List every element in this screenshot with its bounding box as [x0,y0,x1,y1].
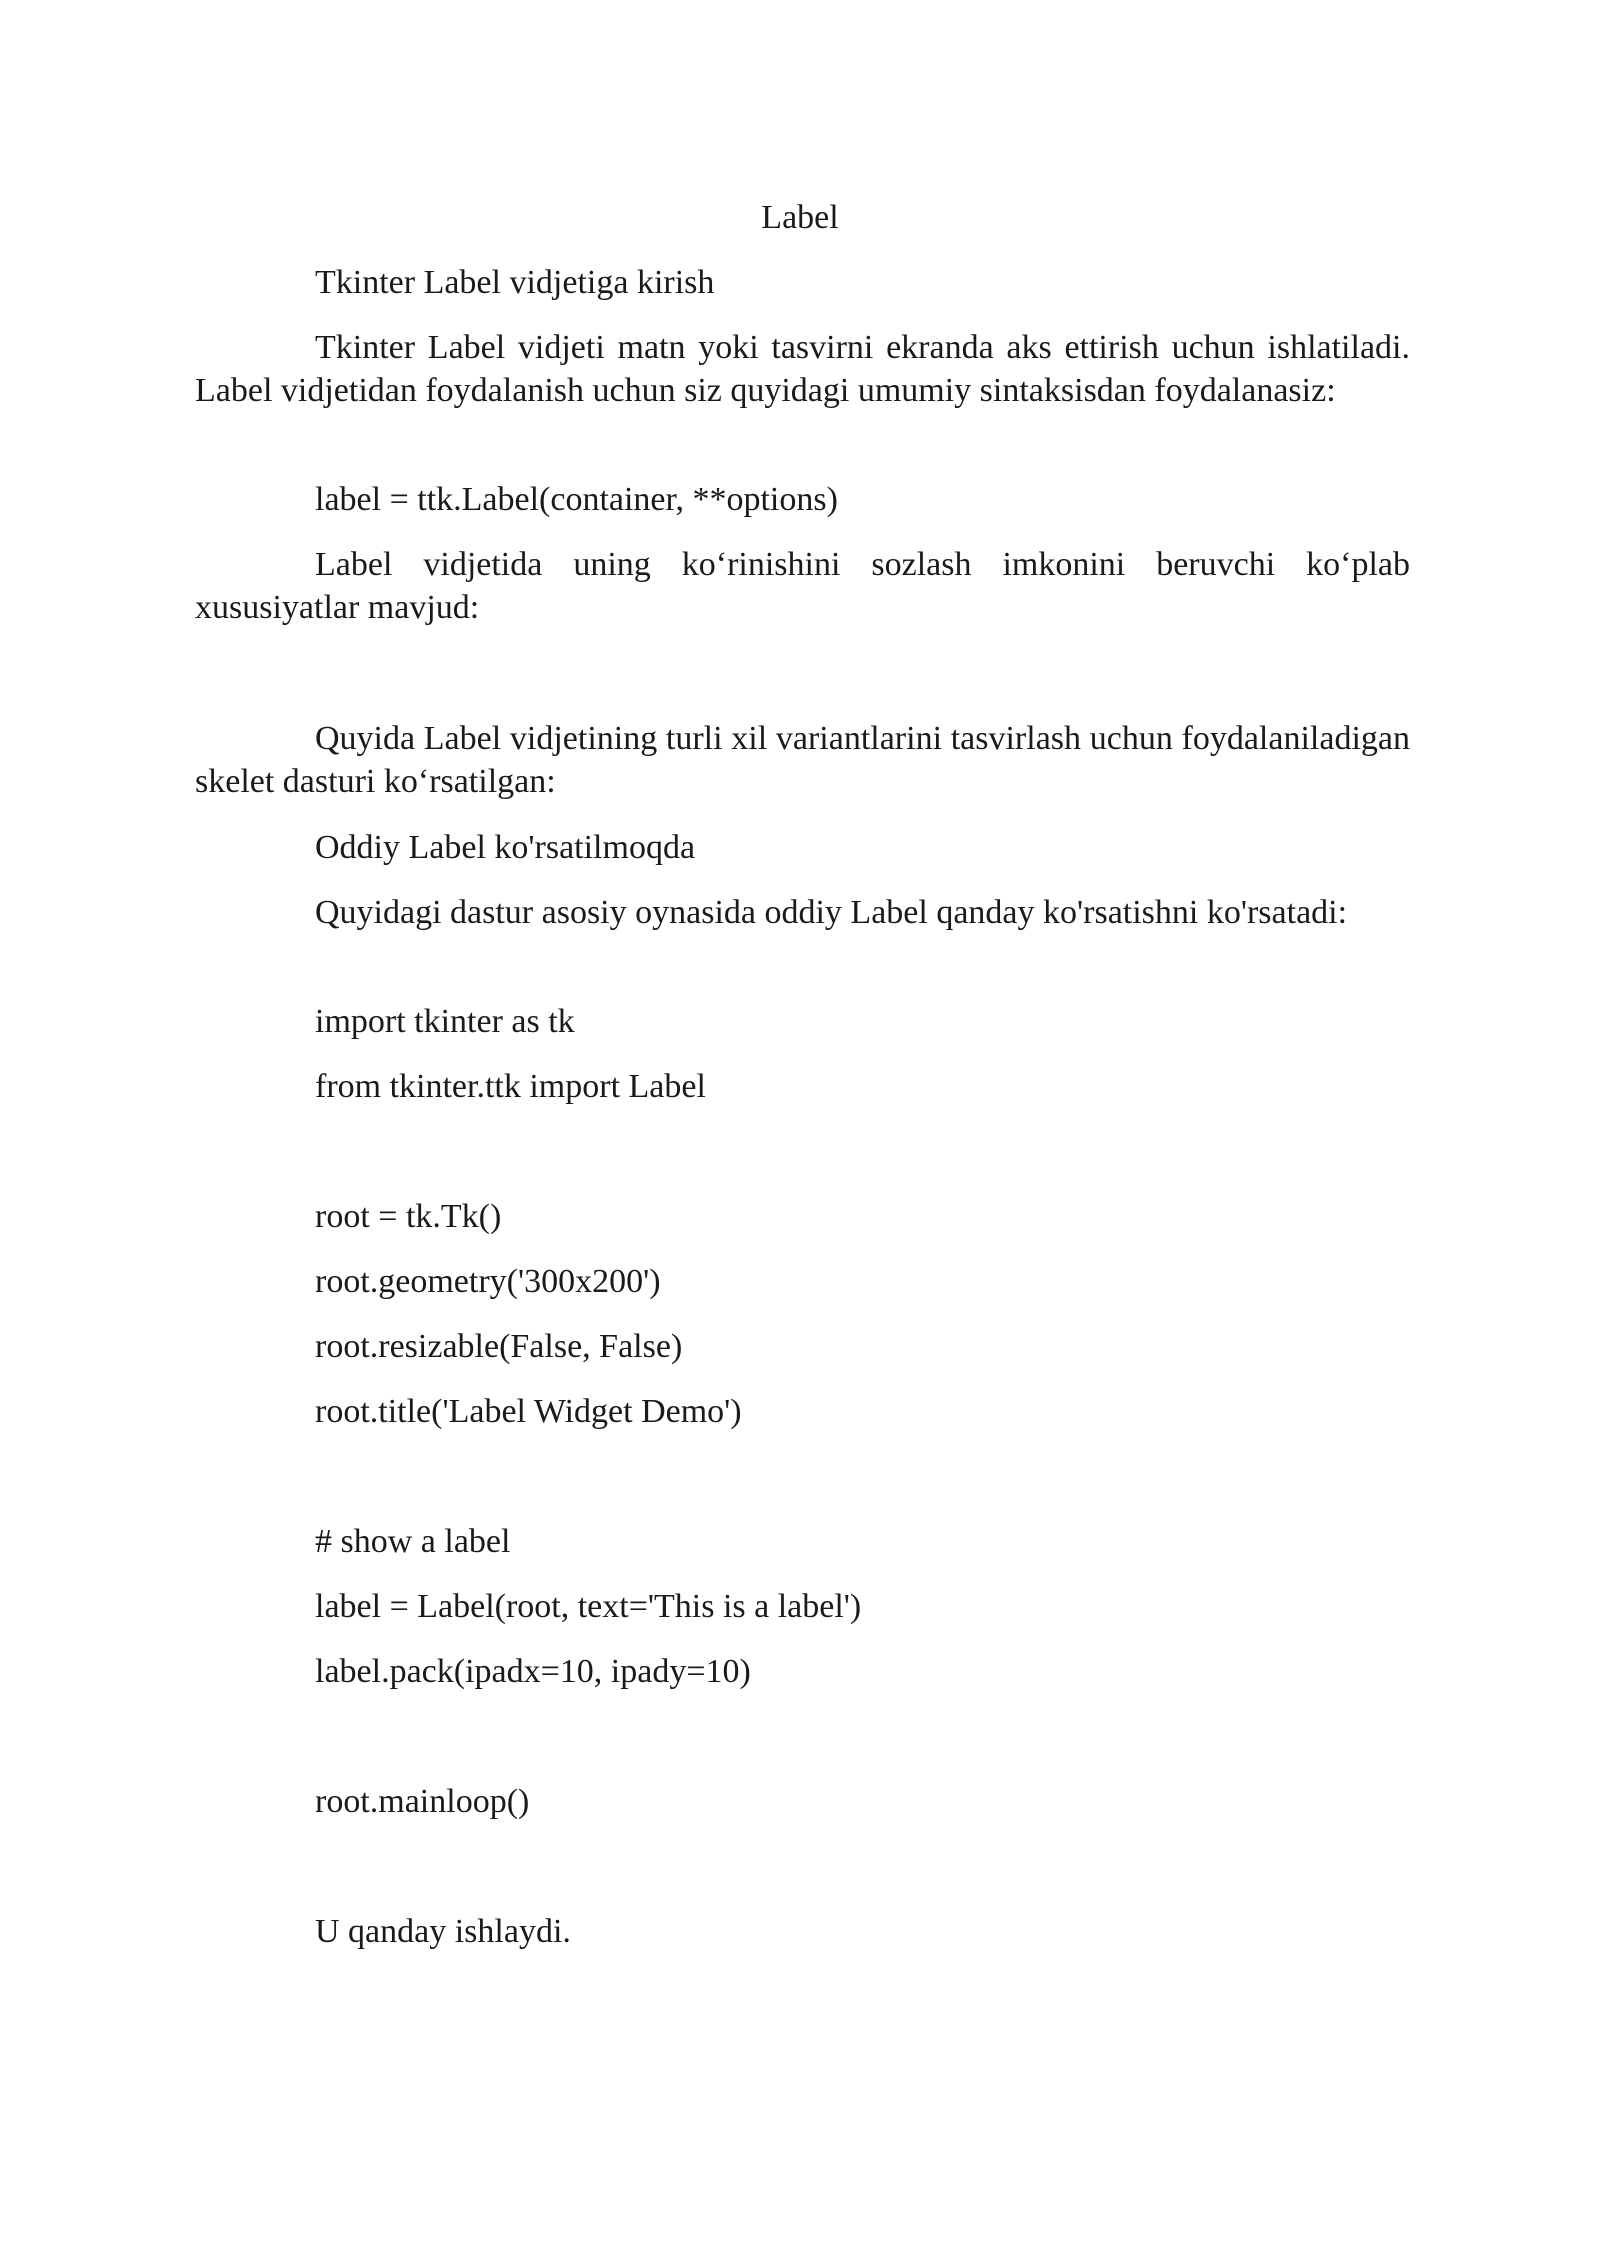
code-comment-line: # show a label [315,1523,511,1560]
syntax-line: label = ttk.Label(container, **options) [315,481,838,518]
section-heading-simple-label: Oddiy Label ko'rsatilmoqda [315,829,696,866]
section-heading-intro: Tkinter Label vidjetiga kirish [315,264,715,301]
code-line: root.resizable(False, False) [315,1328,683,1365]
code-line: label.pack(ipadx=10, ipady=10) [315,1653,751,1690]
code-line: import tkinter as tk [315,1003,575,1040]
paragraph-skeleton: Quyida Label vidjetining turli xil variantlarini tasvirlash uchun foydalaniladigan skelet dasturi ko‘rsatilgan: [195,720,1410,800]
code-line: from tkinter.ttk import Label [315,1068,706,1105]
page-title: Label [761,199,839,236]
paragraph-intro: Tkinter Label vidjeti matn yoki tasvirni ekranda aks ettirish uchun ishlatiladi. Label vidjetidan foydalanish uchun siz quyidagi umumiy sintaksisdan foydalanasiz: [195,329,1410,409]
paragraph-simple-label: Quyidagi dastur asosiy oynasida oddiy Label qanday ko'rsatishni ko'rsatadi: [315,894,1348,931]
code-line: root = tk.Tk() [315,1198,502,1235]
paragraph-options: Label vidjetida uning ko‘rinishini sozlash imkonini beruvchi ko‘plab xususiyatlar mavjud: [195,546,1410,626]
code-line: root.mainloop() [315,1783,530,1820]
code-line: root.title('Label Widget Demo') [315,1393,742,1430]
code-line: root.geometry('300x200') [315,1263,661,1300]
code-line: label = Label(root, text='This is a label') [315,1588,862,1625]
section-heading-how-it-works: U qanday ishlaydi. [315,1913,571,1950]
